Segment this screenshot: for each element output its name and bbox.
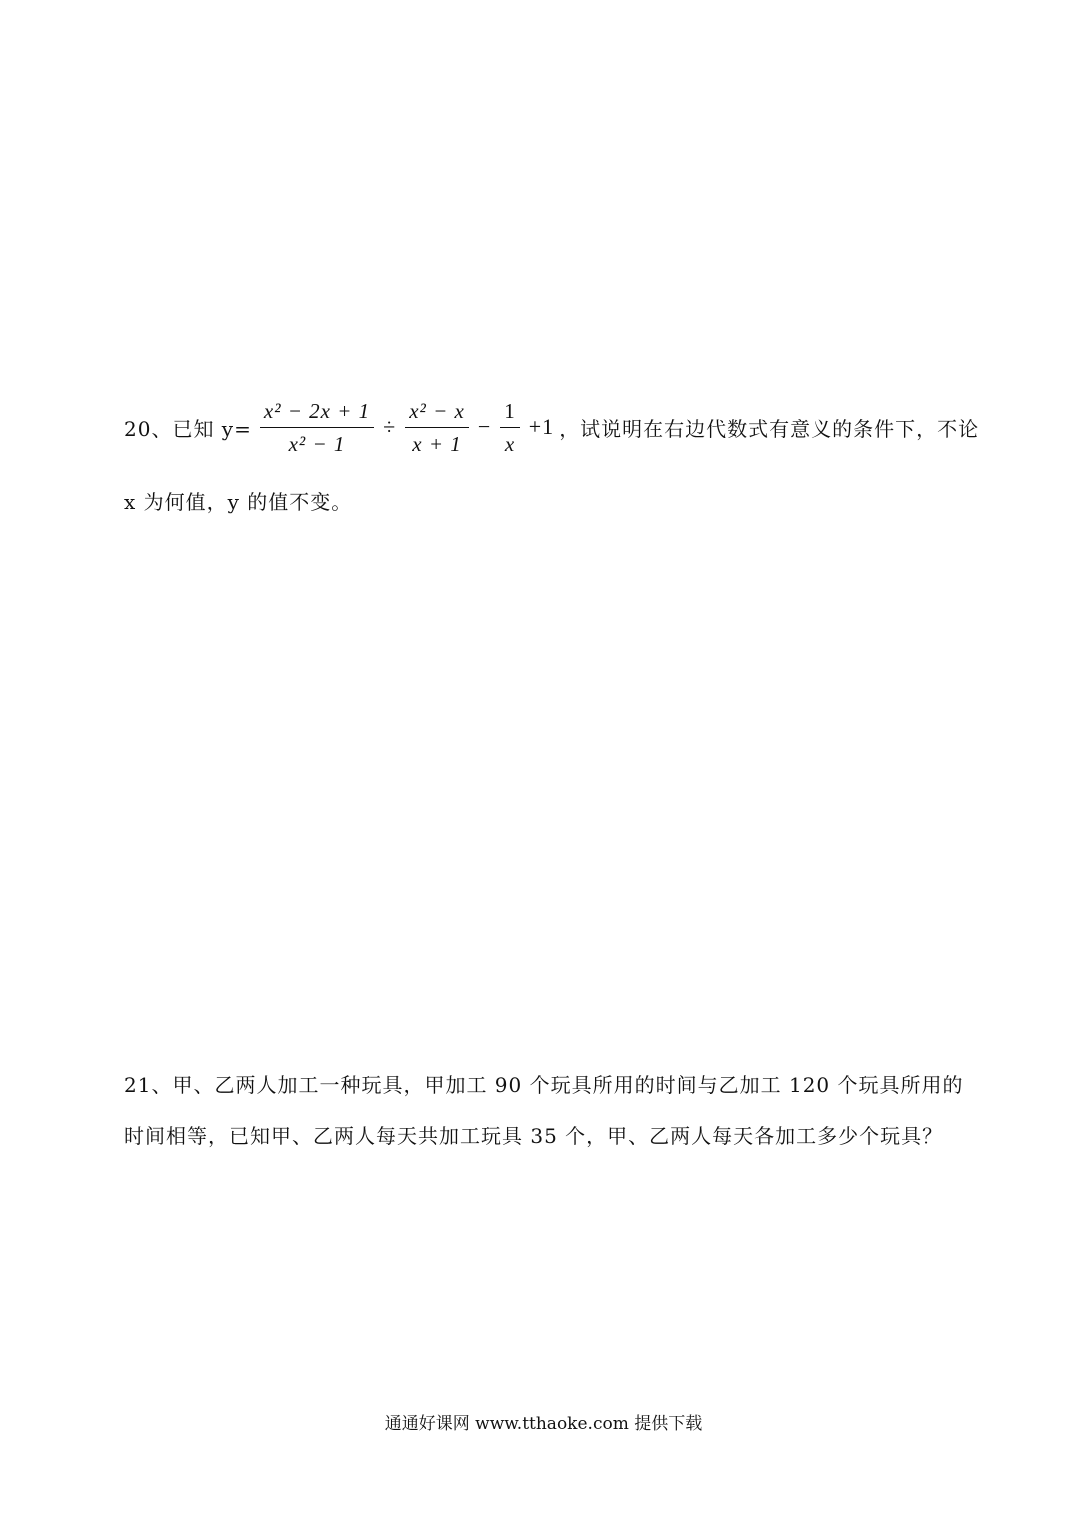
fraction-2 bbox=[405, 398, 469, 457]
problem-20-formula bbox=[254, 398, 557, 457]
problem-20-line-2: x 为何值，y 的值不变。 bbox=[124, 490, 353, 514]
fraction-3-denominator: x bbox=[504, 431, 516, 456]
minus-sign: − bbox=[477, 414, 492, 439]
plus-one-term: +1 bbox=[528, 414, 555, 439]
problem-20-line-1 bbox=[124, 392, 979, 462]
fraction-1-numerator: x² − 2x + 1 bbox=[260, 398, 374, 428]
fraction-1 bbox=[260, 398, 374, 457]
fraction-1-denominator: x² − 1 bbox=[288, 431, 346, 456]
fraction-3 bbox=[500, 398, 520, 457]
page-footer: 通通好课网 www.tthaoke.com 提供下载 bbox=[384, 1414, 703, 1434]
fraction-2-numerator: x² − x bbox=[405, 398, 469, 428]
problem-21-line-2: 时间相等，已知甲、乙两人每天共加工玩具 35 个，甲、乙两人每天各加工多少个玩具？ bbox=[124, 1124, 944, 1148]
division-sign: ÷ bbox=[383, 414, 397, 439]
problem-20-prefix: 20、已知 y= bbox=[124, 416, 252, 441]
fraction-2-denominator: x + 1 bbox=[412, 431, 462, 456]
problem-20-suffix: ，试说明在右边代数式有意义的条件下，不论 bbox=[559, 416, 980, 441]
fraction-3-numerator: 1 bbox=[500, 398, 520, 428]
problem-21-line-1: 21、甲、乙两人加工一种玩具，甲加工 90 个玩具所用的时间与乙加工 120 个玩具所用的 bbox=[124, 1073, 964, 1097]
